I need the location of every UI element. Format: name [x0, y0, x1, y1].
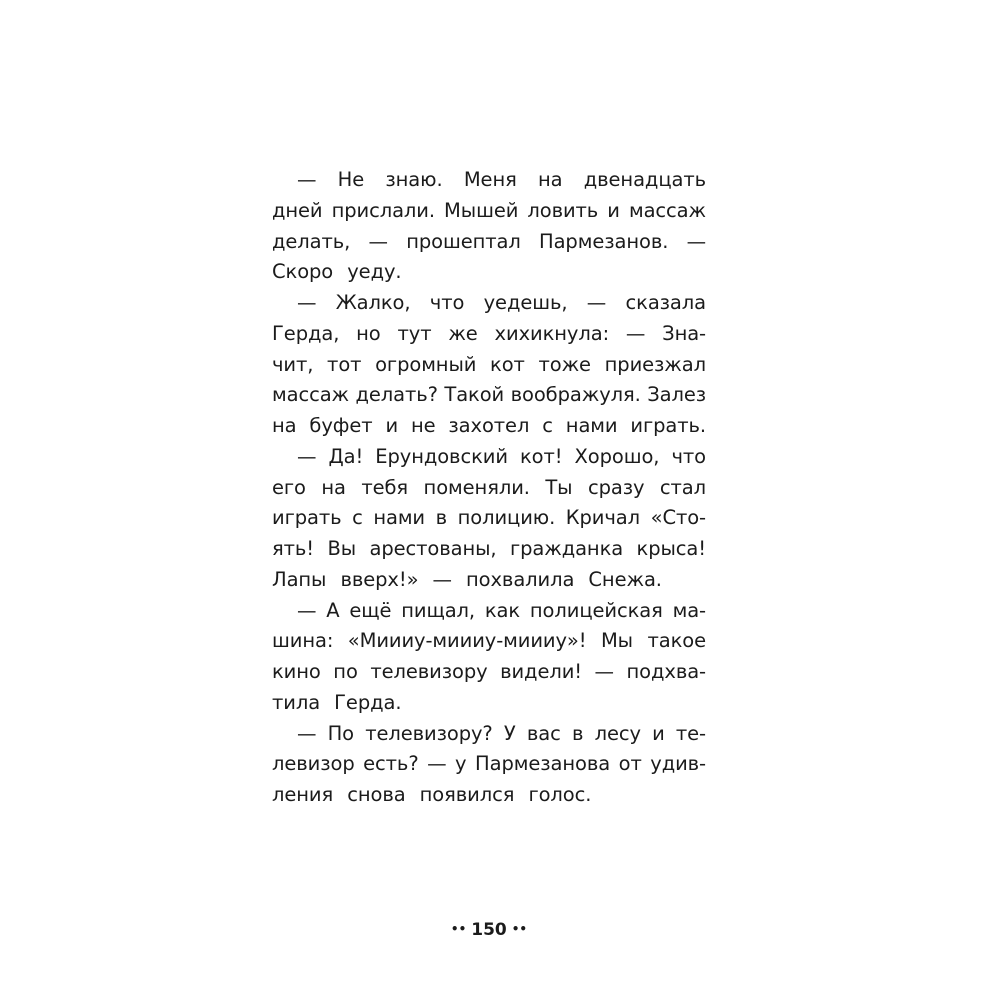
- text-line: играть с нами в полицию. Кричал «Сто-: [272, 506, 706, 530]
- text-line: — Не знаю. Меня на двенадцать: [297, 168, 706, 191]
- paragraph-1: [272, 165, 706, 288]
- page-ornament-right: ••: [511, 922, 528, 936]
- text-line: — А ещё пищал, как полицейская ма-: [297, 598, 706, 622]
- text-line: на буфет и не захотел с нами играть.: [272, 414, 706, 437]
- paragraph-3: [272, 442, 706, 596]
- text-line: — Жалко, что уедешь, — сказала: [297, 291, 706, 314]
- text-line: — По телевизору? У вас в лесу и те-: [297, 721, 706, 745]
- text-line: кино по телевизору видели! — подхва-: [272, 660, 706, 683]
- paragraph-4: [272, 596, 706, 719]
- text-line: тила Герда.: [272, 690, 402, 714]
- text-line: его на тебя поменяли. Ты сразу стал: [272, 475, 706, 499]
- text-line: Герда, но тут же хихикнула: — Зна-: [272, 321, 706, 345]
- text-line: — Да! Ерундовский кот! Хорошо, что: [297, 444, 706, 468]
- paragraph-2: [272, 288, 706, 442]
- text-line: ять! Вы арестованы, гражданка крыса!: [272, 537, 706, 560]
- text-line: дней прислали. Мышей ловить и массаж: [272, 198, 706, 222]
- text-block: [272, 165, 706, 811]
- text-line: массаж делать? Такой воображуля. Залез: [272, 383, 706, 407]
- text-line: шина: «Миииу-миииу-миииу»! Мы такое: [272, 629, 706, 653]
- text-line: чит, тот огромный кот тоже приезжал: [272, 352, 706, 376]
- text-line: Лапы вверх!» — похвалила Снежа.: [272, 567, 662, 591]
- text-line: делать, — прошептал Пармезанов. —: [272, 229, 706, 253]
- text-line: ления снова появился голос.: [272, 783, 592, 806]
- paragraph-5: [272, 719, 706, 811]
- page-number: 150: [471, 920, 507, 940]
- text-line: Скоро уеду.: [272, 260, 402, 284]
- text-line: левизор есть? — у Пармезанова от удив-: [272, 752, 706, 776]
- page-footer: [272, 918, 706, 941]
- page-ornament-left: ••: [450, 922, 467, 936]
